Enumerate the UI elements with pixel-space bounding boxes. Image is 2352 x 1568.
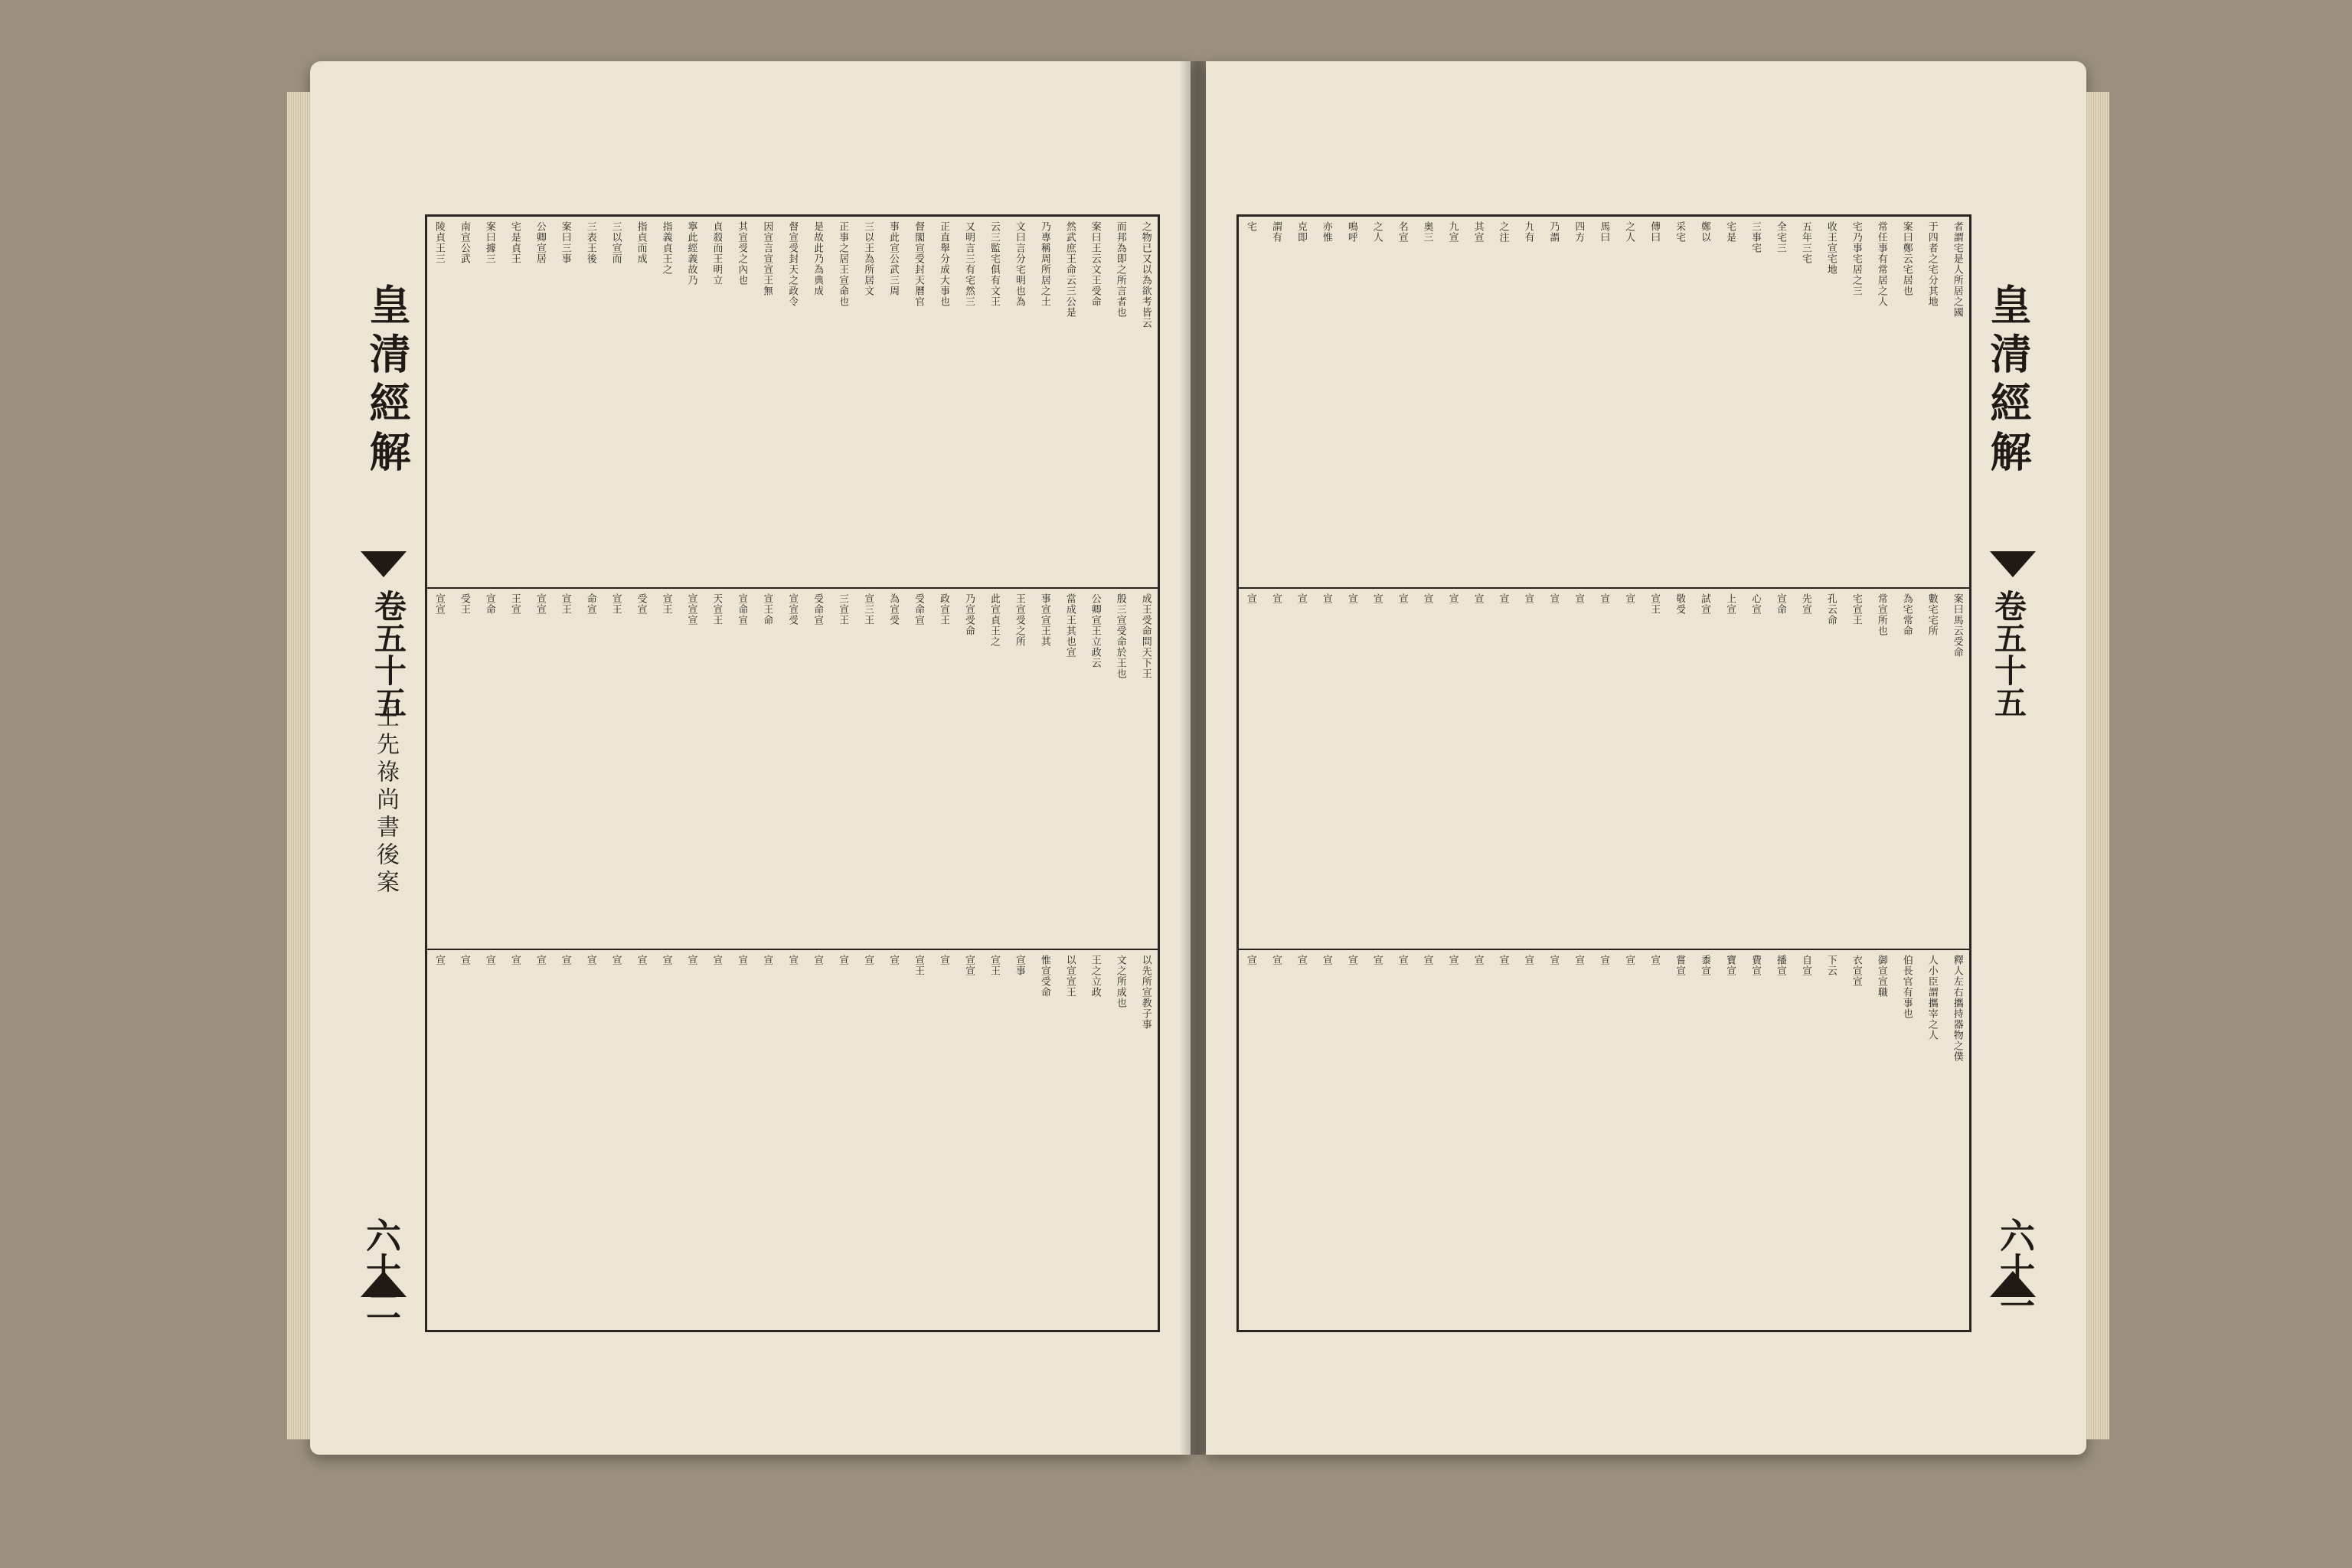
text-column: 之人	[1623, 221, 1635, 243]
text-column: 宣	[609, 955, 622, 965]
text-column: 先宣	[1799, 593, 1811, 615]
text-column: 而邦為即之所言者也	[1114, 221, 1126, 318]
fish-tail-mark-icon	[361, 551, 407, 577]
text-column: 宣王	[988, 955, 1000, 976]
text-column: 鄭以	[1699, 221, 1711, 243]
volume-number: 卷五十五	[1990, 590, 2027, 718]
text-column: 宣	[1648, 955, 1661, 965]
text-column: 宣	[1547, 593, 1560, 604]
text-column: 九宣	[1446, 221, 1459, 243]
register-bottom	[1245, 955, 1963, 1322]
register-top	[1245, 221, 1963, 581]
text-column: 播宣	[1775, 955, 1787, 976]
text-column: 乃專稱周所居之土	[1038, 221, 1050, 307]
text-column: 天宣王	[710, 593, 723, 626]
left-margin-column	[333, 214, 417, 1332]
text-column: 宣	[1269, 593, 1282, 604]
text-column: 是故此乃為典成	[812, 221, 824, 296]
text-column: 宣	[635, 955, 647, 965]
text-frame	[1236, 214, 1971, 1332]
fish-tail-mark-icon	[361, 1271, 407, 1297]
text-column: 公卿宣居	[534, 221, 546, 264]
register-divider	[427, 587, 1158, 589]
text-column: 御宣宣職	[1875, 955, 1887, 998]
text-column: 當成王其也宣	[1063, 593, 1076, 658]
text-column: 受宣	[635, 593, 647, 615]
text-column: 宣	[1421, 955, 1433, 965]
fish-tail-mark-icon	[1990, 1271, 2036, 1297]
text-column: 全宅三	[1775, 221, 1787, 253]
folio-number: 六十一	[1994, 1217, 2036, 1323]
text-column: 公卿宣王立政云	[1089, 593, 1101, 668]
text-column: 命宣	[584, 593, 596, 615]
text-column: 宣王	[559, 593, 571, 615]
text-column: 宣	[1522, 955, 1534, 965]
text-column: 為宣受	[887, 593, 900, 626]
text-column: 指貞而成	[635, 221, 647, 264]
text-column: 宣王	[609, 593, 622, 615]
text-column: 九有	[1522, 221, 1534, 243]
text-column: 者謂宅是人所居之國	[1951, 221, 1963, 318]
text-column: 宣	[812, 955, 824, 965]
register-middle	[1245, 593, 1963, 942]
text-column: 宣王	[1648, 593, 1661, 615]
text-column: 宣	[559, 955, 571, 965]
text-column: 宣	[1472, 955, 1484, 965]
text-column: 王宣	[508, 593, 521, 615]
text-column: 寶宣	[1724, 955, 1736, 976]
text-column: 三以宣而	[609, 221, 622, 264]
text-column: 自宣	[1799, 955, 1811, 976]
text-column: 之人	[1370, 221, 1383, 243]
register-bottom	[433, 955, 1152, 1322]
text-column: 殷三宣受命於王也	[1114, 593, 1126, 679]
text-column: 文曰言分宅明也為	[1013, 221, 1025, 307]
text-column: 文之所成也	[1114, 955, 1126, 1008]
volume-number: 卷五十五	[370, 590, 407, 718]
register-divider	[427, 949, 1158, 950]
text-column: 宣	[1320, 593, 1332, 604]
page-stack-edge	[287, 92, 310, 1439]
text-column: 以先所宣教子事	[1139, 955, 1152, 1030]
text-column: 亦惟	[1320, 221, 1332, 243]
text-column: 下云	[1824, 955, 1837, 976]
text-column: 宣	[938, 955, 950, 965]
text-column: 受命宣	[812, 593, 824, 626]
book-title: 皇清經解	[363, 283, 412, 479]
text-column: 案曰馬云受命	[1951, 593, 1963, 658]
text-column: 名宣	[1396, 221, 1408, 243]
text-column: 王宣受之所	[1013, 593, 1025, 647]
text-column: 五年三宅	[1799, 221, 1811, 264]
text-column: 宣	[1573, 955, 1585, 965]
text-column: 事宣宣王其	[1038, 593, 1050, 647]
text-column: 宣	[1623, 955, 1635, 965]
text-column: 南宣公武	[458, 221, 470, 264]
text-column: 寧此經義故乃	[685, 221, 697, 286]
text-column: 宣	[1320, 955, 1332, 965]
text-column: 宅是貞王	[508, 221, 521, 264]
text-column: 宣宣	[433, 593, 445, 615]
text-column: 宣	[1472, 593, 1484, 604]
text-column: 宣命	[1775, 593, 1787, 615]
text-column: 宅	[1245, 221, 1256, 232]
right-page	[1206, 61, 2086, 1455]
text-column: 受命宣	[913, 593, 925, 626]
text-column: 宣	[685, 955, 697, 965]
text-column: 督宣受封天之政令	[786, 221, 799, 307]
text-column: 四方	[1573, 221, 1585, 243]
left-page	[310, 61, 1191, 1455]
text-column: 于四者之宅分其地	[1926, 221, 1938, 307]
text-column: 其宣	[1472, 221, 1484, 243]
text-column: 心宣	[1749, 593, 1762, 615]
text-column: 督閣宣受封天曆官	[913, 221, 925, 307]
book-title: 皇清經解	[1984, 283, 2033, 479]
text-column: 宣事	[1013, 955, 1025, 976]
text-column: 奥三	[1421, 221, 1433, 243]
text-column: 云三監宅俱有文王	[988, 221, 1000, 307]
text-column: 宅宣王	[1850, 593, 1862, 626]
text-column: 宣	[1598, 593, 1610, 604]
text-column: 陵貞王三	[433, 221, 445, 264]
text-column: 宣	[761, 955, 773, 965]
text-column: 成王受命問天下王	[1139, 593, 1152, 679]
page-stack-edge	[2086, 92, 2109, 1439]
text-column: 宣宣	[534, 593, 546, 615]
fish-tail-mark-icon	[1990, 551, 2036, 577]
text-column: 上宣	[1724, 593, 1736, 615]
text-column: 案曰據三	[483, 221, 495, 264]
text-column: 宣	[1370, 593, 1383, 604]
text-column: 案曰王云文王受命	[1089, 221, 1101, 307]
text-column: 宣	[786, 955, 799, 965]
text-column: 為宅常命	[1900, 593, 1913, 636]
text-column: 宅乃事宅居之三	[1850, 221, 1862, 296]
text-column: 之注	[1497, 221, 1509, 243]
text-column: 宣	[1573, 593, 1585, 604]
text-column: 三以王為所居文	[862, 221, 874, 296]
text-column: 乃謂	[1547, 221, 1560, 243]
text-column: 費宣	[1749, 955, 1762, 976]
text-column: 宣命宣	[736, 593, 748, 626]
text-frame	[425, 214, 1160, 1332]
text-column: 宣命	[483, 593, 495, 615]
text-column: 之物已又以為欲考皆云	[1139, 221, 1152, 328]
text-column: 宣	[862, 955, 874, 965]
text-column: 然武庶王命云三公是	[1063, 221, 1076, 318]
register-top	[433, 221, 1152, 581]
text-column: 宣王	[913, 955, 925, 976]
text-column: 三表王後	[584, 221, 596, 264]
text-column: 謂有	[1269, 221, 1282, 243]
text-column: 宣	[1345, 955, 1357, 965]
text-column: 數宅宅所	[1926, 593, 1938, 636]
text-column: 采宅	[1674, 221, 1686, 243]
text-column: 事此宣公武三周	[887, 221, 900, 296]
text-column: 宣	[1497, 955, 1509, 965]
text-column: 貞殺而王明立	[710, 221, 723, 286]
text-column: 正事之居王宣命也	[837, 221, 849, 307]
open-book	[310, 61, 2086, 1516]
text-column: 宣	[483, 955, 495, 965]
text-column: 宅是	[1724, 221, 1736, 243]
text-column: 案曰三事	[559, 221, 571, 264]
text-column: 宣	[660, 955, 672, 965]
text-column: 常任事有常居之人	[1875, 221, 1887, 307]
text-column: 宣	[433, 955, 445, 965]
text-column: 因宣言宣宣王無	[761, 221, 773, 296]
text-column: 傳曰	[1648, 221, 1661, 243]
text-column: 政宣王	[938, 593, 950, 626]
text-column: 宣	[1446, 955, 1459, 965]
text-column: 黍宣	[1699, 955, 1711, 976]
text-column: 人小臣謂攜宰之人	[1926, 955, 1938, 1040]
text-column: 衣宣宣	[1850, 955, 1862, 987]
text-column: 宣	[1396, 955, 1408, 965]
text-column: 克即	[1295, 221, 1307, 243]
text-column: 宣	[837, 955, 849, 965]
text-column: 宣	[736, 955, 748, 965]
text-column: 嘗宣	[1674, 955, 1686, 976]
text-column: 宣	[1370, 955, 1383, 965]
text-column: 宣	[1269, 955, 1282, 965]
text-column: 宣	[1295, 955, 1307, 965]
register-divider	[1239, 949, 1969, 950]
text-column: 伯長官有事也	[1900, 955, 1913, 1019]
text-column: 鳴呼	[1345, 221, 1357, 243]
text-column: 乃宣受命	[963, 593, 975, 636]
text-column: 宣	[710, 955, 723, 965]
register-middle	[433, 593, 1152, 942]
text-column: 指義貞王之	[660, 221, 672, 275]
text-column: 宣	[1245, 955, 1256, 965]
text-column: 釋人左右攜持器物之僕	[1951, 955, 1963, 1062]
text-column: 宣	[1421, 593, 1433, 604]
text-column: 宣宣受	[786, 593, 799, 626]
text-column: 宣	[534, 955, 546, 965]
text-column: 受王	[458, 593, 470, 615]
text-column: 敬受	[1674, 593, 1686, 615]
text-column: 宣	[1598, 955, 1610, 965]
text-column: 常宣所也	[1875, 593, 1887, 636]
text-column: 宣王	[660, 593, 672, 615]
text-column: 其宣受之內也	[736, 221, 748, 286]
text-column: 三事宅	[1749, 221, 1762, 253]
right-margin-column	[1979, 214, 2063, 1332]
folio-number: 六十二	[361, 1217, 402, 1323]
text-column: 正直舉分成大事也	[938, 221, 950, 307]
text-column: 宣	[1396, 593, 1408, 604]
text-column: 以宣宣王	[1063, 955, 1076, 998]
text-column: 宣	[1522, 593, 1534, 604]
register-divider	[1239, 587, 1969, 589]
text-column: 宣	[1623, 593, 1635, 604]
text-column: 宣	[458, 955, 470, 965]
text-column: 宣	[584, 955, 596, 965]
text-column: 宣	[1295, 593, 1307, 604]
text-column: 惟宣受命	[1038, 955, 1050, 998]
text-column: 宣	[1446, 593, 1459, 604]
text-column: 收王宣宅地	[1824, 221, 1837, 275]
text-column: 宣王命	[761, 593, 773, 626]
text-column: 馬曰	[1598, 221, 1610, 243]
text-column: 宣	[1345, 593, 1357, 604]
text-column: 三宣王	[837, 593, 849, 626]
text-column: 宣宣	[963, 955, 975, 976]
text-column: 宣	[887, 955, 900, 965]
text-column: 宣	[1497, 593, 1509, 604]
text-column: 孔云命	[1824, 593, 1837, 626]
author-line: 王先祿尚書後案	[372, 704, 399, 897]
text-column: 此宣貞王之	[988, 593, 1000, 647]
text-column: 試宣	[1699, 593, 1711, 615]
text-column: 宣宣宣	[685, 593, 697, 626]
text-column: 宣	[508, 955, 521, 965]
text-column: 宣三王	[862, 593, 874, 626]
text-column: 又明言三有宅然三	[963, 221, 975, 307]
text-column: 宣	[1547, 955, 1560, 965]
text-column: 王之立政	[1089, 955, 1101, 998]
text-column: 宣	[1245, 593, 1256, 604]
text-column: 案曰鄭云宅居也	[1900, 221, 1913, 296]
